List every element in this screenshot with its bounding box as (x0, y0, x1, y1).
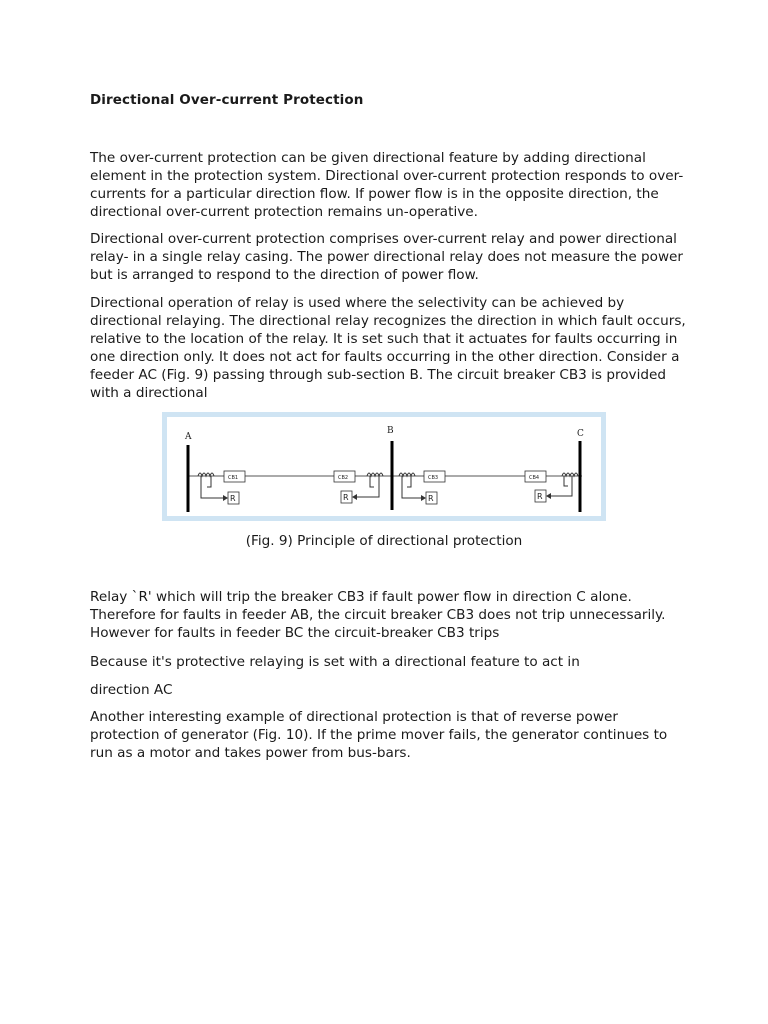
breaker-label-cb1: CB1 (228, 475, 239, 481)
relay-label-3: R (428, 494, 434, 503)
paragraph-relay-trip: Relay `R' which will trip the breaker CB3 if fault power flow in direction C alone. Therefore for faults in feeder AB, the circuit breaker CB3 does not trip unnecessarily. However for faults in feeder BC the circuit-breaker CB3 trips (90, 589, 666, 641)
figure-caption: (Fig. 9) Principle of directional protection (245, 533, 523, 549)
bus-label-b: B (387, 426, 394, 436)
paragraph-direction: direction AC (90, 682, 173, 698)
breaker-cb4 (525, 471, 546, 482)
bus-label-c: C (577, 429, 584, 439)
relay-label-2: R (343, 493, 349, 502)
paragraph-composition: Directional over-current protection comprises over-current relay and power directional relay- in a single relay casing. The power directional relay does not measure the power but is arranged to respond to the direction of power flow. (90, 231, 684, 283)
breaker-label-cb4: CB4 (529, 475, 540, 481)
paragraph-because: Because it's protective relaying is set with a directional feature to act in (90, 654, 580, 670)
breaker-cb3 (424, 471, 445, 482)
breaker-label-cb2: CB2 (338, 475, 349, 481)
diagram-svg (167, 417, 601, 516)
breaker-label-cb3: CB3 (428, 475, 439, 481)
relay-label-1: R (230, 494, 236, 503)
breaker-cb2 (334, 471, 355, 482)
paragraph-reverse-power: Another interesting example of directional protection is that of reverse power protection of generator (Fig. 10). If the prime mover fails, the generator continues to run as a motor and takes power from bus-bars. (90, 709, 668, 761)
protection-diagram (162, 412, 606, 521)
paragraph-intro: The over-current protection can be given directional feature by adding directional element in the protection system. Directional over-current protection responds to over-currents for a particular direction flow. If power flow is in the opposite direction, the directional over-current protection remains un-operative. (90, 150, 684, 220)
relay-label-4: R (537, 492, 543, 501)
breaker-cb1 (224, 471, 245, 482)
bus-label-a: A (185, 432, 192, 442)
document-title: Directional Over-current Protection (90, 92, 364, 108)
paragraph-operation: Directional operation of relay is used where the selectivity can be achieved by directional relaying. The directional relay recognizes the direction in which fault occurs, relative to the location of the relay. It is set such that it actuates for faults occurring in one direction only. It does not act for faults occurring in the other direction. Consider a feeder AC (Fig. 9) passing through sub-section B. The circuit breaker CB3 is provided with a directional (90, 295, 686, 401)
